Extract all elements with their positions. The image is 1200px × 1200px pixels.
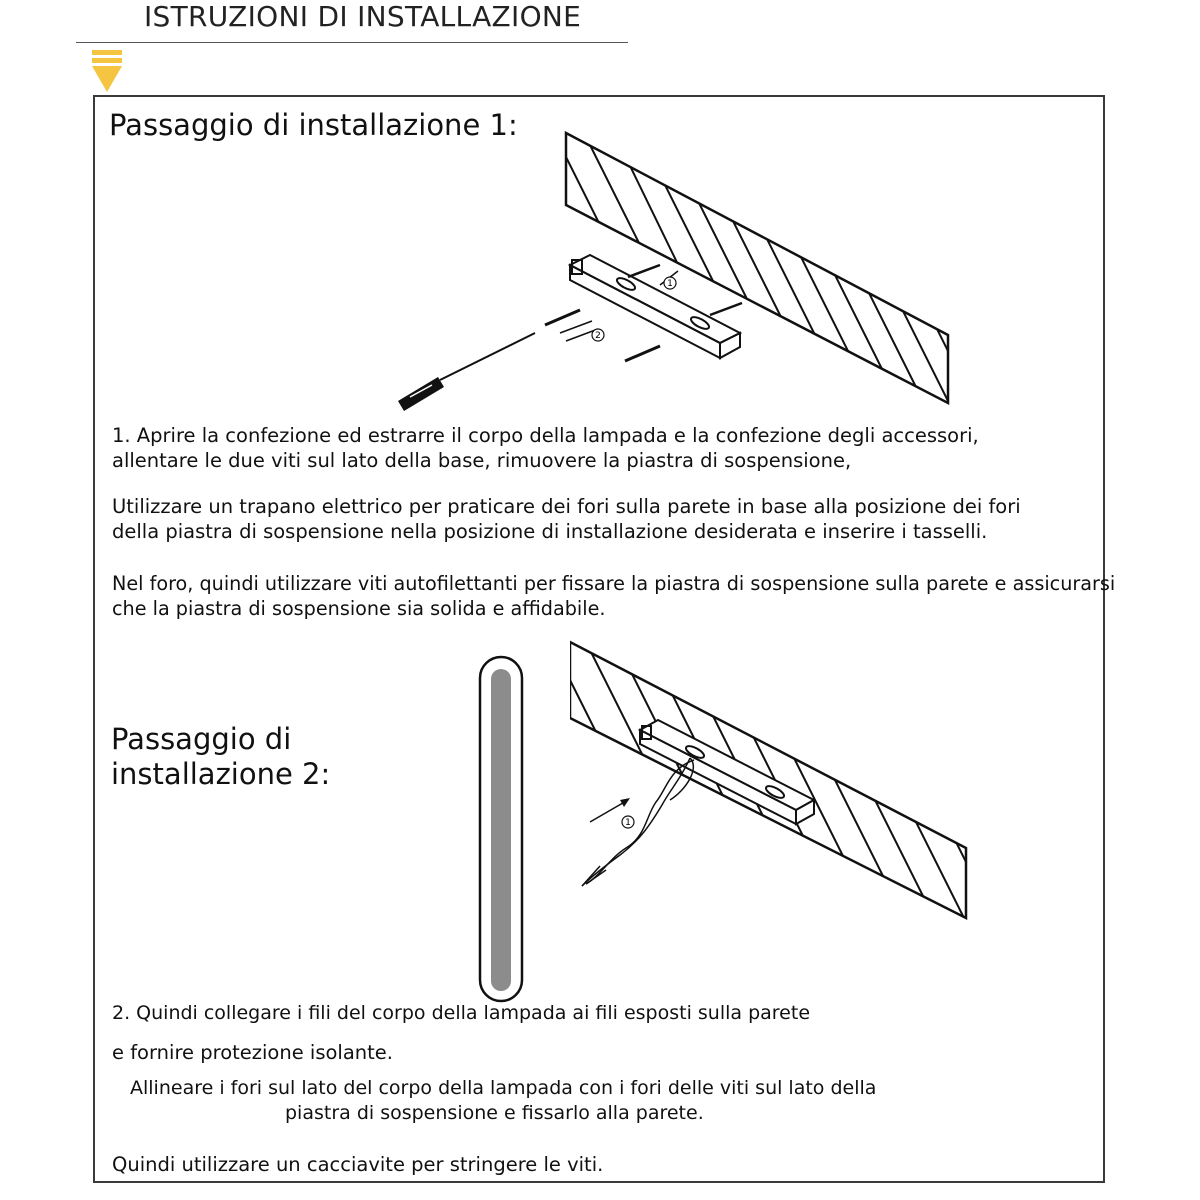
step1-paragraph-3: [112, 571, 1115, 621]
step2-text-line-1: 2. Quindi collegare i fili del corpo della lampada ai fili esposti sulla parete: [112, 1002, 811, 1024]
step1-paragraph-1: [112, 423, 979, 473]
lamp-icon: [478, 655, 526, 1005]
callout-1: 1: [625, 818, 631, 828]
step2-text-line-3: Allineare i fori sul lato del corpo della lampada con i fori delle viti sul lato della: [130, 1077, 877, 1099]
step2-text-line-4: piastra di sospensione e fissarlo alla parete.: [285, 1102, 704, 1124]
text-line: Utilizzare un trapano elettrico per praticare dei fori sulla parete in base alla posizione dei fori: [112, 495, 1021, 518]
wall-icon: [560, 133, 960, 415]
step1-paragraph-2: [112, 494, 1021, 544]
screwdriver-icon: [398, 333, 535, 411]
step2-title-line: installazione 2:: [111, 757, 331, 791]
step1-title: Passaggio di installazione 1:: [109, 108, 518, 142]
text-line: 1. Aprire la confezione ed estrarre il corpo della lampada e la confezione degli accessori,: [112, 424, 979, 447]
step1-illustration: [380, 125, 960, 415]
step2-text-line-2: e fornire protezione isolante.: [112, 1041, 393, 1064]
wire-icon: [582, 758, 694, 886]
callout-2: 2: [595, 331, 601, 341]
step2-title: [111, 722, 330, 792]
down-arrow-icon: [92, 50, 122, 94]
text-line: Nel foro, quindi utilizzare viti autofilettanti per fissare la piastra di sospensione sulla parete e assicurarsi: [112, 572, 1116, 595]
mounting-bracket-icon: [570, 255, 740, 358]
step2-title-line: Passaggio di: [111, 722, 292, 756]
text-line: che la piastra di sospensione sia solida e affidabile.: [112, 597, 606, 620]
step2-text-line-5: Quindi utilizzare un cacciavite per stringere le viti.: [112, 1153, 604, 1176]
callout-1: 1: [667, 279, 673, 289]
step2-illustration: [570, 640, 970, 925]
page-title: ISTRUZIONI DI INSTALLAZIONE: [144, 0, 582, 33]
title-underline: [76, 42, 628, 43]
text-line: allentare le due viti sul lato della base, rimuovere la piastra di sospensione,: [112, 449, 852, 472]
mounting-bracket-icon: [640, 720, 814, 824]
text-line: della piastra di sospensione nella posizione di installazione desiderata e inserire i tasselli.: [112, 520, 988, 543]
